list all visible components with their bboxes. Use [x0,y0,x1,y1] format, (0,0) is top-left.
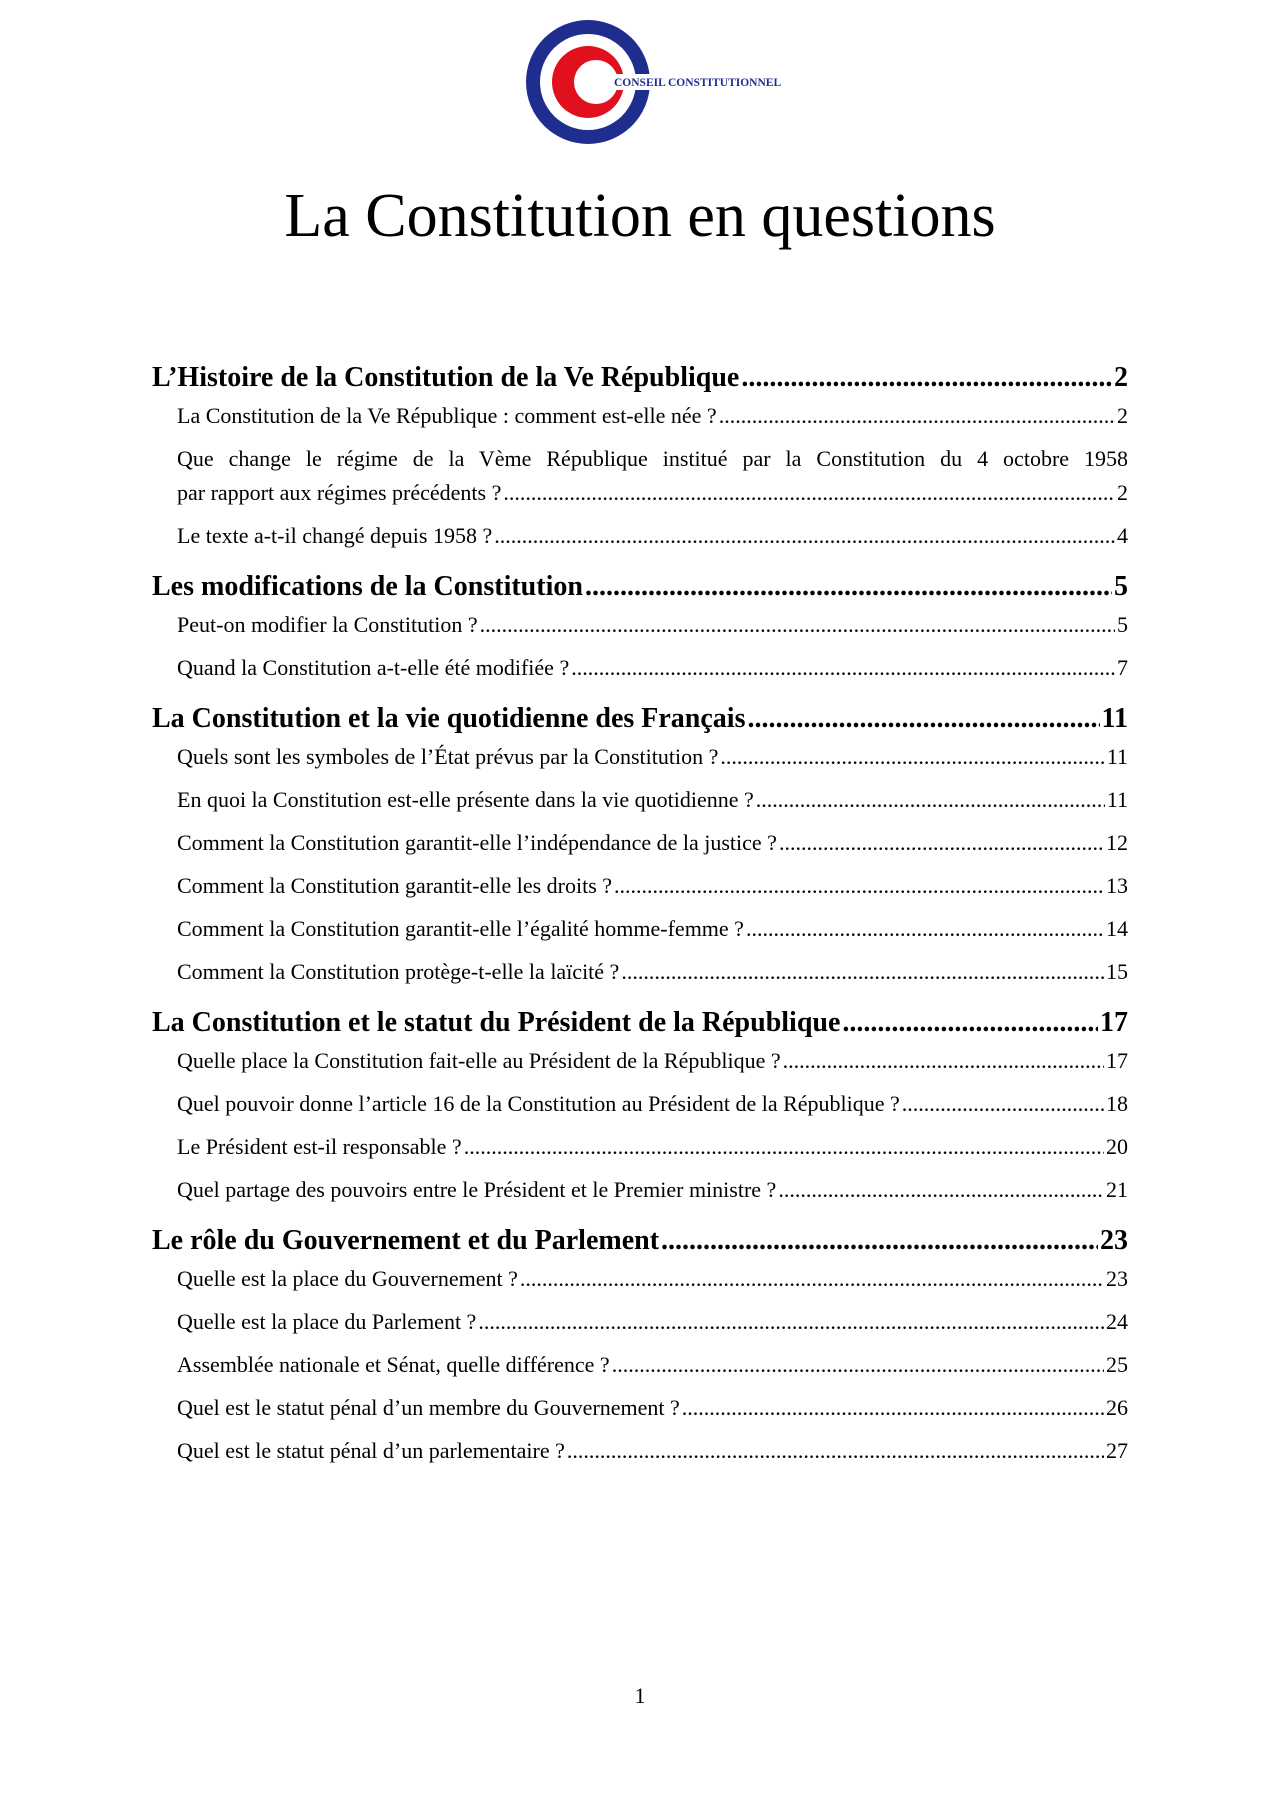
toc-leader-dots [478,1308,1104,1336]
toc-entry-label: Quand la Constitution a-t-elle été modifiée ? [177,655,570,680]
toc-entry-label: Quel partage des pouvoirs entre le Président et le Premier ministre ? [177,1177,777,1202]
toc-section-title: L’Histoire de la Constitution de la Ve République [152,362,740,393]
toc-page-number: 23 [1106,1266,1128,1291]
document-title: La Constitution en questions [284,182,996,250]
toc-entry[interactable] [152,1437,1128,1465]
toc-page-number: 2 [1117,403,1128,428]
toc-entry[interactable] [152,958,1128,986]
toc-section-modifications[interactable] [152,565,1128,611]
toc-entry-label-line2: par rapport aux régimes précédents ? [177,480,502,505]
toc-page-number: 5 [1114,571,1128,602]
toc-page-number: 11 [1106,787,1128,812]
toc-leader-dots [571,654,1115,682]
toc-page-number: 25 [1106,1352,1128,1377]
toc-entry[interactable] [152,1265,1128,1293]
toc-entry-label: En quoi la Constitution est-elle présente dans la vie quotidienne ? [177,787,754,812]
toc-page-number: 7 [1117,655,1128,680]
toc-page-number: 5 [1117,612,1128,637]
toc-leader-dots [464,1133,1104,1161]
toc-leader-dots [612,1351,1104,1379]
toc-leader-dots [480,611,1115,639]
toc-leader-dots [783,1047,1104,1075]
conseil-constitutionnel-logo [516,8,786,158]
toc-page-number: 4 [1117,523,1128,548]
toc-entry[interactable] [152,1176,1128,1204]
toc-section-president[interactable] [152,1001,1128,1047]
toc-leader-dots [520,1265,1104,1293]
toc-entry-label: Comment la Constitution garantit-elle l’égalité homme-femme ? [177,916,744,941]
toc-entry-label: Quels sont les symboles de l’État prévus par la Constitution ? [177,744,719,769]
toc-entry[interactable] [152,915,1128,943]
toc-page-number: 26 [1106,1395,1128,1420]
toc-leader-dots [747,703,1099,735]
toc-page-number: 24 [1106,1309,1128,1334]
toc-leader-dots [902,1090,1104,1118]
toc-entry[interactable] [152,1351,1128,1379]
toc-entry[interactable] [152,1308,1128,1336]
toc-leader-dots [661,1225,1098,1257]
toc-page-number: 15 [1106,959,1128,984]
toc-section-title: Le rôle du Gouvernement et du Parlement [152,1225,660,1256]
toc-entry-label: La Constitution de la Ve République : comment est-elle née ? [177,403,717,428]
toc-entry[interactable] [152,402,1128,430]
toc-entry[interactable] [152,872,1128,900]
toc-page-number: 11 [1106,744,1128,769]
toc-section-vie-quotidienne[interactable] [152,697,1128,743]
logo-text: CONSEIL CONSTITUTIONNEL [614,77,782,89]
toc-page-number: 13 [1106,873,1128,898]
toc-entry-label: Assemblée nationale et Sénat, quelle différence ? [177,1352,610,1377]
toc-entry[interactable] [152,1394,1128,1422]
toc-entry-label: Comment la Constitution garantit-elle les droits ? [177,873,613,898]
toc-leader-dots [567,1437,1104,1465]
toc-leader-dots [778,1176,1104,1204]
toc-leader-dots [503,479,1115,507]
toc-page-number: 2 [1117,480,1128,505]
toc-page-number: 2 [1114,362,1128,393]
toc-leader-dots [741,362,1112,394]
toc-entry[interactable] [152,743,1128,771]
toc-entry-label: Comment la Constitution protège-t-elle la laïcité ? [177,959,620,984]
toc-entry-label: Le Président est-il responsable ? [177,1134,462,1159]
toc-page-number: 12 [1106,830,1128,855]
toc-leader-dots [842,1007,1098,1039]
toc-leader-dots [756,786,1105,814]
toc-entry[interactable] [152,1133,1128,1161]
toc-page-number: 18 [1106,1091,1128,1116]
toc-leader-dots [746,915,1104,943]
toc-section-histoire[interactable] [152,356,1128,402]
toc-entry-label: Quelle est la place du Parlement ? [177,1309,477,1334]
toc-page-number: 17 [1100,1007,1128,1038]
toc-entry[interactable] [152,611,1128,639]
toc-leader-dots [720,743,1104,771]
toc-section-title: Les modifications de la Constitution [152,571,583,602]
table-of-contents [152,356,1128,1480]
toc-page-number: 11 [1101,703,1128,734]
toc-leader-dots [494,522,1115,550]
toc-section-title: La Constitution et le statut du Président de la République [152,1007,841,1038]
toc-leader-dots [585,571,1112,603]
toc-leader-dots [779,829,1104,857]
page-number: 1 [634,1683,646,1708]
toc-entry[interactable] [152,445,1128,507]
toc-entry-label: Quelle est la place du Gouvernement ? [177,1266,518,1291]
toc-entry-label-line1: Que change le régime de la Vème République institué par la Constitution du 4 octobre 1958 [177,446,1128,471]
toc-leader-dots [719,402,1115,430]
toc-page-number: 21 [1106,1177,1128,1202]
toc-entry[interactable] [152,786,1128,814]
toc-leader-dots [682,1394,1104,1422]
toc-page-number: 14 [1106,916,1128,941]
toc-leader-dots [621,958,1104,986]
toc-entry[interactable] [152,522,1128,550]
toc-entry[interactable] [152,1090,1128,1118]
toc-section-gouvernement-parlement[interactable] [152,1219,1128,1265]
toc-leader-dots [614,872,1104,900]
toc-entry[interactable] [152,654,1128,682]
toc-entry-label: Le texte a-t-il changé depuis 1958 ? [177,523,493,548]
toc-page-number: 23 [1100,1225,1128,1256]
toc-entry-label: Quel est le statut pénal d’un parlementaire ? [177,1438,565,1463]
toc-entry[interactable] [152,829,1128,857]
toc-entry-label: Quel pouvoir donne l’article 16 de la Constitution au Président de la République ? [177,1091,900,1116]
toc-entry-label: Peut-on modifier la Constitution ? [177,612,478,637]
toc-page-number: 17 [1106,1048,1128,1073]
toc-section-title: La Constitution et la vie quotidienne des Français [152,703,746,734]
toc-entry-label: Quelle place la Constitution fait-elle au Président de la République ? [177,1048,781,1073]
toc-entry[interactable] [152,1047,1128,1075]
toc-page-number: 20 [1106,1134,1128,1159]
toc-entry-label: Comment la Constitution garantit-elle l’indépendance de la justice ? [177,830,777,855]
toc-entry-label: Quel est le statut pénal d’un membre du Gouvernement ? [177,1395,680,1420]
toc-page-number: 27 [1106,1438,1128,1463]
